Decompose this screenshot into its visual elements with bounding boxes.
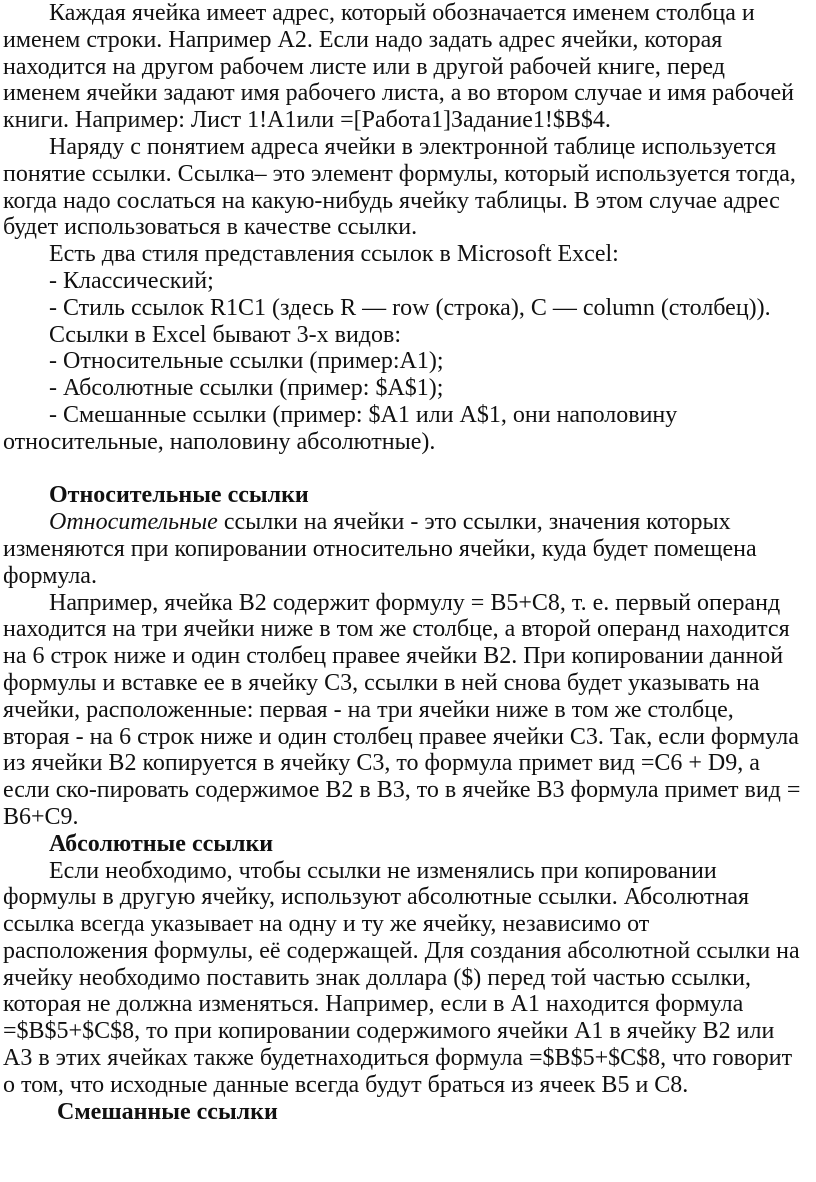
section-absolute-references: [0, 831, 816, 1099]
text-line: В6+С9.: [3, 803, 79, 830]
text-line: Например, ячейка В2 содержит формулу = В5+С8, т. е. первый операнд: [49, 589, 781, 616]
section-relative-references: [0, 482, 816, 830]
text-line: [0, 509, 816, 536]
text-line: ссылка всегда указывает на одну и ту же ячейку, независимо от: [3, 911, 650, 938]
paragraph-cell-address: [0, 0, 816, 134]
text-line: Каждая ячейка имеет адрес, который обозначается именем столбца и: [49, 0, 755, 26]
text-fragment: ссылки на ячейки - это ссылки, значения которых: [217, 509, 731, 536]
text-line: Если необходимо, чтобы ссылки не изменялись при копировании: [49, 857, 717, 884]
text-line: которая не должна изменяться. Например, если в А1 находится формула: [3, 991, 744, 1018]
text-line: вторая - на 6 строк ниже и один столбец правее ячейки С3. Так, если формула: [3, 723, 799, 750]
list-item: - Относительные ссылки (пример:A1);: [49, 348, 444, 375]
text-line: Есть два стиля представления ссылок в Microsoft Excel:: [49, 241, 619, 268]
text-line: если ско-пировать содержимое В2 в В3, то в ячейке В3 формула примет вид =: [3, 777, 801, 804]
section-heading: Смешанные ссылки: [57, 1098, 278, 1125]
text-line: находится на три ячейки ниже в том же столбце, а второй операнд находится: [3, 616, 790, 643]
section-mixed-references: [0, 1099, 816, 1126]
text-line: формула.: [3, 562, 97, 589]
text-line: =$В$5+$С$8, то при копировании содержимого ячейки А1 в ячейку В2 или: [3, 1018, 775, 1045]
text-line: Наряду с понятием адреса ячейки в электронной таблице используется: [49, 133, 777, 160]
text-line: когда надо сослаться на какую-нибудь ячейку таблицы. В этом случае адрес: [3, 187, 780, 214]
text-line: именем ячейки задают имя рабочего листа, а во втором случае и имя рабочей: [3, 80, 794, 107]
text-line: изменяются при копировании относительно ячейки, куда будет помещена: [3, 535, 757, 562]
text-line: понятие ссылки. Ссылка– это элемент формулы, который используется тогда,: [3, 160, 796, 187]
text-line: формулы в другую ячейку, используют абсолютные ссылки. Абсолютная: [3, 884, 750, 911]
text-line: находится на другом рабочем листе или в другой рабочей книге, перед: [3, 53, 725, 80]
text-line: на 6 строк ниже и один столбец правее ячейки В2. При копировании данной: [3, 643, 784, 670]
reference-kinds-list: [0, 322, 816, 456]
blank-line: [0, 456, 816, 483]
text-line: расположения формулы, её содержащей. Для создания абсолютной ссылки на: [3, 937, 800, 964]
reference-styles-list: [0, 241, 816, 321]
section-heading: Абсолютные ссылки: [49, 830, 274, 857]
section-heading: Относительные ссылки: [49, 482, 309, 509]
text-line: ячейку необходимо поставить знак доллара ($) перед той частью ссылки,: [3, 964, 751, 991]
text-line: книги. Например: Лист 1!А1или =[Работа1]Задание1!$B$4.: [3, 107, 611, 134]
text-line: формулы и вставке ее в ячейку С3, ссылки в ней снова будет указывать на: [3, 669, 760, 696]
list-item: - Классический;: [49, 267, 214, 294]
italic-term: Относительные: [49, 509, 218, 536]
text-line: будет использоваться в качестве ссылки.: [3, 214, 418, 241]
text-line: о том, что исходные данные всегда будут браться из ячеек В5 и С8.: [3, 1071, 689, 1098]
text-line: А3 в этих ячейках также будетнаходиться формула =$В$5+$С$8, что говорит: [3, 1045, 793, 1072]
text-line: именем строки. Например А2. Если надо задать адрес ячейки, которая: [3, 26, 723, 53]
list-item: - Стиль ссылок R1C1 (здесь R — row (строка), C — column (столбец)).: [49, 294, 771, 321]
list-item: - Смешанные ссылки (пример: $A1 или A$1, они наполовину: [49, 401, 678, 428]
list-item: - Абсолютные ссылки (пример: $A$1);: [49, 375, 444, 402]
text-line: из ячейки В2 копируется в ячейку С3, то формула примет вид =С6 + D9, а: [3, 750, 760, 777]
text-line: относительные, наполовину абсолютные).: [3, 428, 436, 455]
paragraph-reference-concept: [0, 134, 816, 241]
text-line: ячейки, расположенные: первая - на три ячейки ниже в том же столбце,: [3, 696, 734, 723]
text-line: Ссылки в Excel бывают 3-х видов:: [49, 321, 402, 348]
